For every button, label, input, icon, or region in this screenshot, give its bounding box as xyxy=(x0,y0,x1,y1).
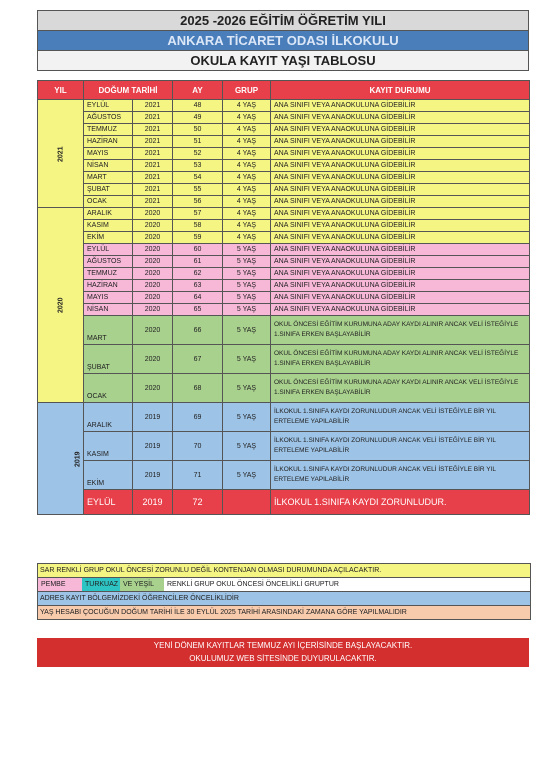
month-cell: HAZİRAN xyxy=(84,136,133,148)
age-months-cell: 60 xyxy=(173,244,223,256)
status-cell: ANA SINIFI VEYA ANAOKULUNA GİDEBİLİR xyxy=(271,256,530,268)
table-row xyxy=(38,244,530,256)
table-row xyxy=(38,148,530,160)
legend xyxy=(37,563,531,620)
age-months-cell: 65 xyxy=(173,304,223,316)
status-cell: OKUL ÖNCESİ EĞİTİM KURUMUNA ADAY KAYDI ALINIR ANCAK VELİ İSTEĞİYLE 1.SINIFA ERKEN BAŞLAYABİLİR xyxy=(271,345,530,374)
birth-year-cell: 2021 xyxy=(133,172,173,184)
birth-year-cell: 2020 xyxy=(133,220,173,232)
birth-year-cell: 2021 xyxy=(133,112,173,124)
group-cell: 5 YAŞ xyxy=(223,292,271,304)
birth-year-cell: 2020 xyxy=(133,304,173,316)
table-row xyxy=(38,316,530,345)
col-header-month: AY xyxy=(173,81,223,100)
group-cell: 5 YAŞ xyxy=(223,432,271,461)
status-cell: ANA SINIFI VEYA ANAOKULUNA GİDEBİLİR xyxy=(271,112,530,124)
month-cell: KASIM xyxy=(84,220,133,232)
status-cell: OKUL ÖNCESİ EĞİTİM KURUMUNA ADAY KAYDI ALINIR ANCAK VELİ İSTEĞİYLE 1.SINIFA ERKEN BAŞLAYABİLİR xyxy=(271,316,530,345)
table-row xyxy=(38,232,530,244)
birth-year-cell: 2021 xyxy=(133,160,173,172)
col-header-group: GRUP xyxy=(223,81,271,100)
table-row xyxy=(38,304,530,316)
table-row xyxy=(38,172,530,184)
table-row xyxy=(38,124,530,136)
age-months-cell: 64 xyxy=(173,292,223,304)
group-cell: 4 YAŞ xyxy=(223,220,271,232)
birth-year-cell: 2019 xyxy=(133,461,173,490)
status-cell: ANA SINIFI VEYA ANAOKULUNA GİDEBİLİR xyxy=(271,268,530,280)
status-cell: ANA SINIFI VEYA ANAOKULUNA GİDEBİLİR xyxy=(271,136,530,148)
announcement-banner xyxy=(37,638,529,667)
status-cell: İLKOKUL 1.SINIFA KAYDI ZORUNLUDUR. xyxy=(271,490,530,515)
table-row xyxy=(38,220,530,232)
table-row xyxy=(38,345,530,374)
birth-year-cell: 2021 xyxy=(133,184,173,196)
col-header-birth-date: DOĞUM TARİHİ xyxy=(84,81,173,100)
group-cell: 5 YAŞ xyxy=(223,345,271,374)
group-cell: 5 YAŞ xyxy=(223,256,271,268)
group-cell: 4 YAŞ xyxy=(223,196,271,208)
legend-green-label: VE YEŞİL xyxy=(120,578,164,591)
academic-year-title: 2025 -2026 EĞİTİM ÖĞRETİM YILI xyxy=(37,10,529,30)
birth-year-cell: 2019 xyxy=(133,432,173,461)
birth-year-cell: 2020 xyxy=(133,256,173,268)
age-months-cell: 70 xyxy=(173,432,223,461)
birth-year-cell: 2020 xyxy=(133,244,173,256)
month-cell: ARALIK xyxy=(84,403,133,432)
month-cell: KASIM xyxy=(84,432,133,461)
status-cell: ANA SINIFI VEYA ANAOKULUNA GİDEBİLİR xyxy=(271,196,530,208)
month-cell: AĞUSTOS xyxy=(84,112,133,124)
month-cell: TEMMUZ xyxy=(84,124,133,136)
birth-year-cell: 2021 xyxy=(133,136,173,148)
birth-year-cell: 2019 xyxy=(133,403,173,432)
month-cell: ARALIK xyxy=(84,208,133,220)
status-cell: ANA SINIFI VEYA ANAOKULUNA GİDEBİLİR xyxy=(271,304,530,316)
announcement-line-1: YENİ DÖNEM KAYITLAR TEMMUZ AYI İÇERİSİNDE BAŞLAYACAKTIR. xyxy=(153,641,413,650)
month-cell: OCAK xyxy=(84,196,133,208)
month-cell: HAZİRAN xyxy=(84,280,133,292)
status-cell: ANA SINIFI VEYA ANAOKULUNA GİDEBİLİR xyxy=(271,220,530,232)
group-cell: 4 YAŞ xyxy=(223,100,271,112)
birth-year-cell: 2021 xyxy=(133,196,173,208)
group-cell: 4 YAŞ xyxy=(223,160,271,172)
table-row xyxy=(38,292,530,304)
table-row xyxy=(38,461,530,490)
group-cell: 4 YAŞ xyxy=(223,184,271,196)
table-row xyxy=(38,268,530,280)
col-header-status: KAYIT DURUMU xyxy=(271,81,530,100)
table-row-compulsory xyxy=(38,490,530,515)
month-cell: EYLÜL xyxy=(84,490,133,515)
birth-year-cell: 2020 xyxy=(133,208,173,220)
age-months-cell: 55 xyxy=(173,184,223,196)
table-row xyxy=(38,100,530,112)
month-cell: NİSAN xyxy=(84,304,133,316)
table-row xyxy=(38,160,530,172)
month-cell: TEMMUZ xyxy=(84,268,133,280)
month-cell: AĞUSTOS xyxy=(84,256,133,268)
age-months-cell: 69 xyxy=(173,403,223,432)
birth-year-cell: 2020 xyxy=(133,374,173,403)
birth-year-cell: 2020 xyxy=(133,280,173,292)
table-row xyxy=(38,136,530,148)
month-cell: EKİM xyxy=(84,232,133,244)
col-header-year: YIL xyxy=(38,81,84,100)
age-months-cell: 72 xyxy=(173,490,223,515)
status-cell: ANA SINIFI VEYA ANAOKULUNA GİDEBİLİR xyxy=(271,124,530,136)
birth-year-cell: 2020 xyxy=(133,232,173,244)
group-cell: 5 YAŞ xyxy=(223,244,271,256)
group-cell xyxy=(223,490,271,515)
group-cell: 4 YAŞ xyxy=(223,208,271,220)
age-months-cell: 51 xyxy=(173,136,223,148)
legend-turquoise-label: TURKUAZ xyxy=(82,578,120,591)
group-cell: 4 YAŞ xyxy=(223,112,271,124)
group-cell: 4 YAŞ xyxy=(223,172,271,184)
age-months-cell: 62 xyxy=(173,268,223,280)
group-cell: 4 YAŞ xyxy=(223,232,271,244)
status-cell: ANA SINIFI VEYA ANAOKULUNA GİDEBİLİR xyxy=(271,100,530,112)
age-months-cell: 59 xyxy=(173,232,223,244)
table-row xyxy=(38,256,530,268)
age-months-cell: 52 xyxy=(173,148,223,160)
status-cell: OKUL ÖNCESİ EĞİTİM KURUMUNA ADAY KAYDI ALINIR ANCAK VELİ İSTEĞİYLE 1.SINIFA ERKEN BAŞLAYABİLİR xyxy=(271,374,530,403)
birth-year-cell: 2020 xyxy=(133,345,173,374)
status-cell: İLKOKUL 1.SINIFA KAYDI ZORUNLUDUR ANCAK VELİ İSTEĞİYLE BİR YIL ERTELEME YAPILABİLİR xyxy=(271,432,530,461)
table-title: OKULA KAYIT YAŞI TABLOSU xyxy=(37,50,529,71)
birth-year-cell: 2019 xyxy=(133,490,173,515)
status-cell: ANA SINIFI VEYA ANAOKULUNA GİDEBİLİR xyxy=(271,292,530,304)
group-cell: 5 YAŞ xyxy=(223,316,271,345)
age-months-cell: 53 xyxy=(173,160,223,172)
status-cell: İLKOKUL 1.SINIFA KAYDI ZORUNLUDUR ANCAK VELİ İSTEĞİYLE BİR YIL ERTELEME YAPILABİLİR xyxy=(271,461,530,490)
age-months-cell: 67 xyxy=(173,345,223,374)
status-cell: ANA SINIFI VEYA ANAOKULUNA GİDEBİLİR xyxy=(271,232,530,244)
legend-priority-groups xyxy=(38,578,530,592)
birth-year-cell: 2020 xyxy=(133,316,173,345)
month-cell: MART xyxy=(84,172,133,184)
table-row xyxy=(38,196,530,208)
registration-age-table xyxy=(37,80,530,515)
registration-sheet xyxy=(37,10,529,515)
legend-pink-label: PEMBE xyxy=(38,578,82,591)
month-cell: ŞUBAT xyxy=(84,184,133,196)
age-months-cell: 48 xyxy=(173,100,223,112)
month-cell: MAYIS xyxy=(84,292,133,304)
birth-year-cell: 2021 xyxy=(133,124,173,136)
age-months-cell: 66 xyxy=(173,316,223,345)
group-cell: 4 YAŞ xyxy=(223,124,271,136)
announcement-line-2: OKULUMUZ WEB SİTESİNDE DUYURULACAKTIR. xyxy=(189,654,377,663)
month-cell: MAYIS xyxy=(84,148,133,160)
group-cell: 5 YAŞ xyxy=(223,374,271,403)
age-months-cell: 56 xyxy=(173,196,223,208)
group-cell: 5 YAŞ xyxy=(223,461,271,490)
year-cell: 2020 xyxy=(38,208,84,403)
group-cell: 5 YAŞ xyxy=(223,403,271,432)
table-row xyxy=(38,280,530,292)
legend-priority-text: RENKLİ GRUP OKUL ÖNCESİ ÖNCELİKLİ GRUPTUR xyxy=(167,581,339,588)
age-months-cell: 54 xyxy=(173,172,223,184)
birth-year-cell: 2021 xyxy=(133,100,173,112)
year-cell: 2019 xyxy=(38,403,84,515)
birth-year-cell: 2020 xyxy=(133,268,173,280)
table-row xyxy=(38,403,530,432)
birth-year-cell: 2020 xyxy=(133,292,173,304)
status-cell: ANA SINIFI VEYA ANAOKULUNA GİDEBİLİR xyxy=(271,244,530,256)
group-cell: 5 YAŞ xyxy=(223,304,271,316)
age-months-cell: 61 xyxy=(173,256,223,268)
age-months-cell: 63 xyxy=(173,280,223,292)
group-cell: 4 YAŞ xyxy=(223,148,271,160)
school-name: ANKARA TİCARET ODASI İLKOKULU xyxy=(37,30,529,50)
status-cell: ANA SINIFI VEYA ANAOKULUNA GİDEBİLİR xyxy=(271,208,530,220)
age-months-cell: 68 xyxy=(173,374,223,403)
month-cell: NİSAN xyxy=(84,160,133,172)
age-months-cell: 57 xyxy=(173,208,223,220)
legend-address: ADRES KAYIT BÖLGEMİZDEKİ ÖĞRENCİLER ÖNCELİKLİDİR xyxy=(38,592,530,606)
month-cell: MART xyxy=(84,316,133,345)
month-cell: EYLÜL xyxy=(84,244,133,256)
month-cell: ŞUBAT xyxy=(84,345,133,374)
group-cell: 5 YAŞ xyxy=(223,280,271,292)
status-cell: İLKOKUL 1.SINIFA KAYDI ZORUNLUDUR ANCAK VELİ İSTEĞİYLE BİR YIL ERTELEME YAPILABİLİR xyxy=(271,403,530,432)
age-months-cell: 58 xyxy=(173,220,223,232)
table-row xyxy=(38,374,530,403)
legend-yellow: SAR RENKLİ GRUP OKUL ÖNCESİ ZORUNLU DEĞİL KONTENJAN OLMASI DURUMUNDA AÇILACAKTIR. xyxy=(38,564,530,578)
month-cell: EYLÜL xyxy=(84,100,133,112)
age-months-cell: 50 xyxy=(173,124,223,136)
status-cell: ANA SINIFI VEYA ANAOKULUNA GİDEBİLİR xyxy=(271,172,530,184)
status-cell: ANA SINIFI VEYA ANAOKULUNA GİDEBİLİR xyxy=(271,148,530,160)
status-cell: ANA SINIFI VEYA ANAOKULUNA GİDEBİLİR xyxy=(271,160,530,172)
table-header-row xyxy=(38,81,530,100)
status-cell: ANA SINIFI VEYA ANAOKULUNA GİDEBİLİR xyxy=(271,184,530,196)
group-cell: 5 YAŞ xyxy=(223,268,271,280)
month-cell: OCAK xyxy=(84,374,133,403)
table-row xyxy=(38,208,530,220)
table-row xyxy=(38,432,530,461)
month-cell: EKİM xyxy=(84,461,133,490)
year-cell: 2021 xyxy=(38,100,84,208)
age-months-cell: 49 xyxy=(173,112,223,124)
birth-year-cell: 2021 xyxy=(133,148,173,160)
table-row xyxy=(38,184,530,196)
table-row xyxy=(38,112,530,124)
status-cell: ANA SINIFI VEYA ANAOKULUNA GİDEBİLİR xyxy=(271,280,530,292)
age-months-cell: 71 xyxy=(173,461,223,490)
group-cell: 4 YAŞ xyxy=(223,136,271,148)
legend-age-calc: YAŞ HESABI ÇOCUĞUN DOĞUM TARİHİ İLE 30 EYLÜL 2025 TARİHİ ARASINDAKİ ZAMANA GÖRE YAPILMALIDIR xyxy=(38,606,530,619)
